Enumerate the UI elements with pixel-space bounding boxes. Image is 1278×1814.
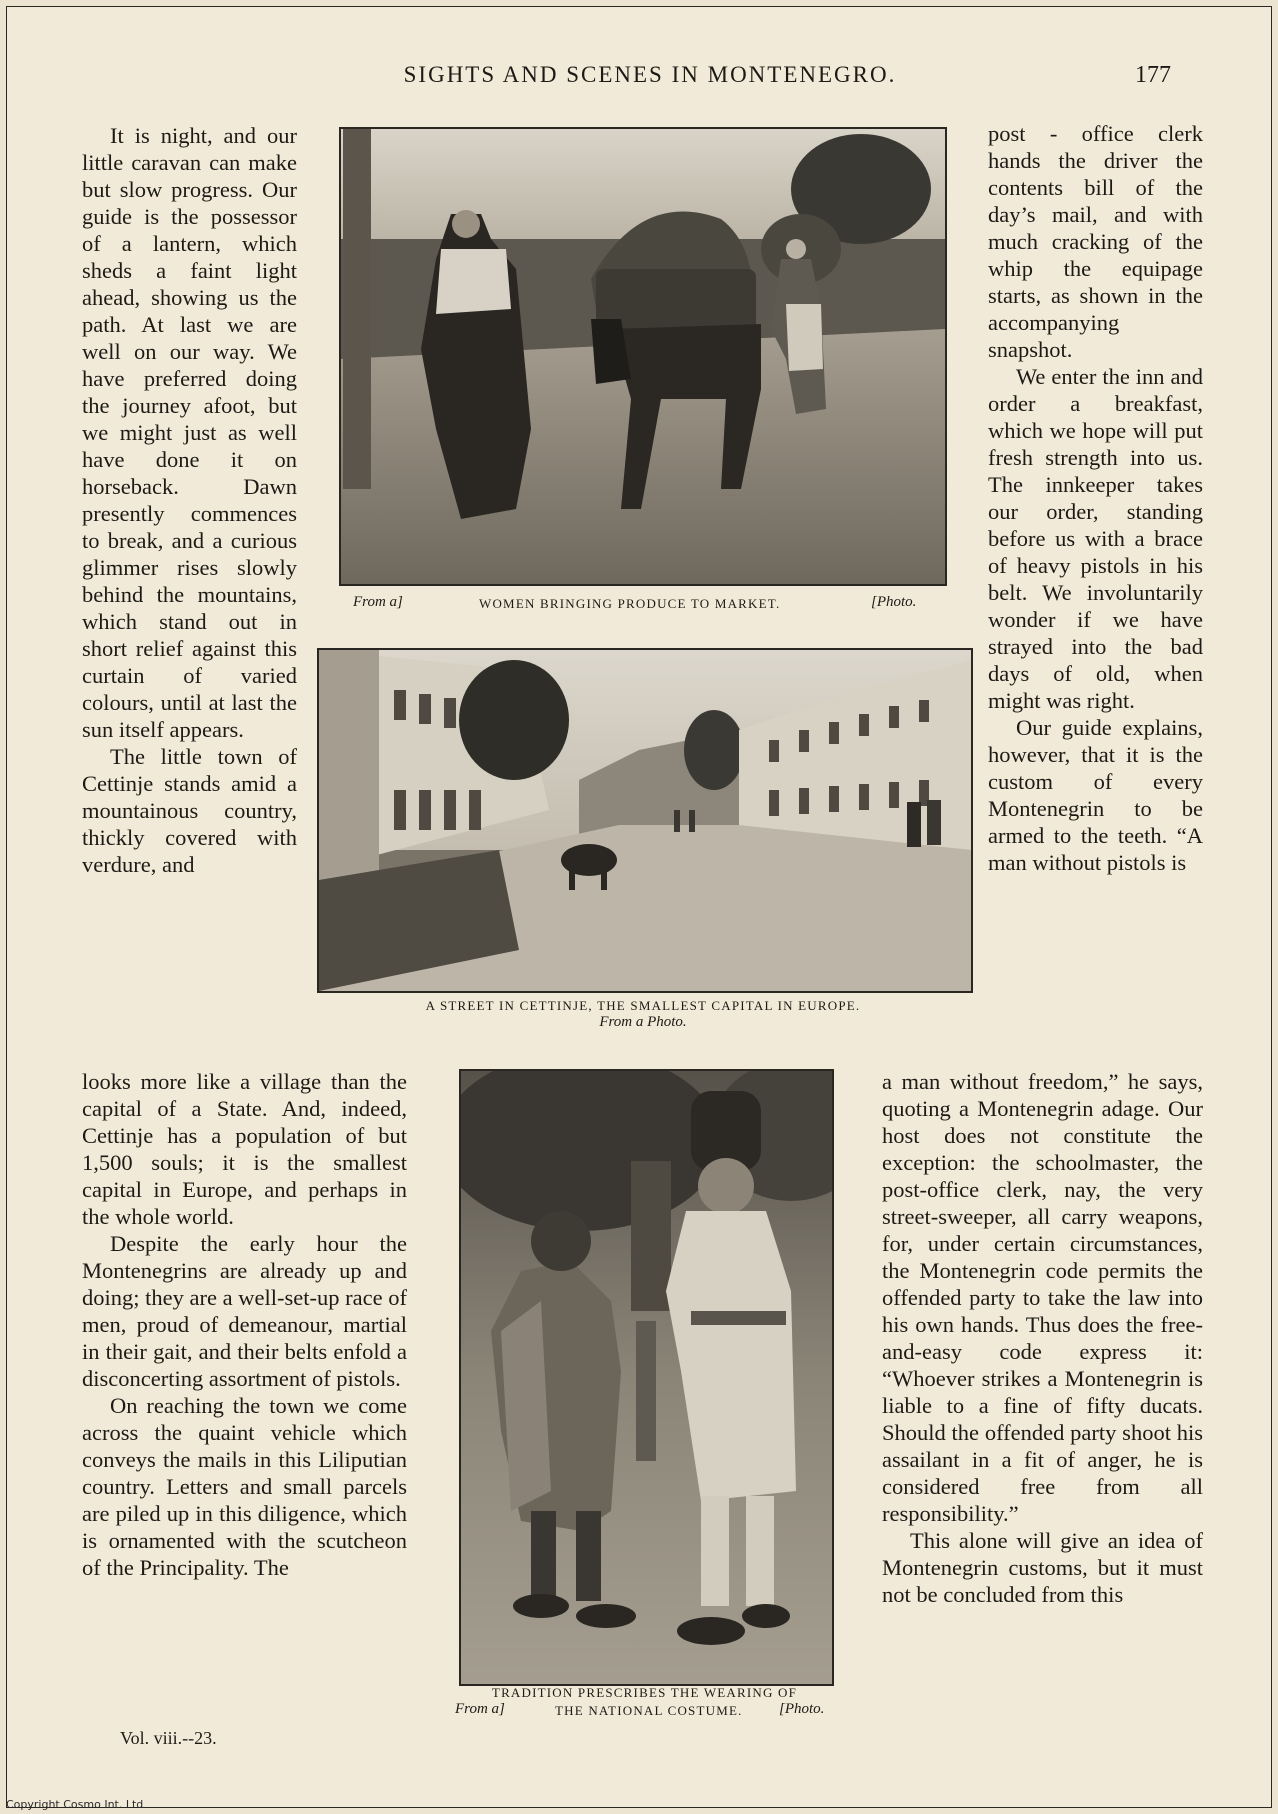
paragraph: looks more like a village than the capital of a State. And, indeed, Cettinje has a population of but 1,500 souls; it is the smallest capital in Europe, and perhaps in the whole world. (82, 1069, 407, 1229)
caption-from: From a] (353, 594, 403, 610)
caption-photo: [Photo. (779, 1701, 825, 1717)
costume-scene-illustration (461, 1071, 832, 1684)
paragraph: Our guide explains, however, that it is the custom of every Montenegrin to be armed to the teeth. “A man without pistols is (988, 715, 1203, 875)
paragraph: On reaching the town we come across the quaint vehicle which conveys the mails in this Liliputian country. Letters and small parcels are piled up in this diligence, which is ornamented with the scutcheon of the Principality. The (82, 1393, 407, 1580)
paragraph: We enter the inn and order a breakfast, which we hope will put fresh strength into us. The innkeeper takes our order, standing before us with a brace of heavy pistols in his belt. We involuntarily wonder if we have strayed into the bad days of old, when might was right. (988, 364, 1203, 713)
caption-street (317, 998, 969, 1031)
paragraph: a man without freedom,” he says, quoting a Montenegrin adage. Our host does not constitute the exception: the schoolmaster, the post-office clerk, nay, the very street-sweeper, all carry weapons, for, under certain circumstances, the Montenegrin code permits the offended party to take the law into his own hands. Thus does the free-and-easy code express it: “Whoever strikes a Montenegrin is liable to a fine of fifty ducats. Should the offended party shoot his assailant in a fit of anger, he is considered free from all responsibility.” (882, 1069, 1203, 1526)
left-column-bottom (82, 1068, 407, 1581)
market-scene-illustration (341, 129, 945, 584)
paragraph: Despite the early hour the Montenegrins are already up and doing; they are a well-set-up race of men, proud of demeanour, martial in their gait, and their belts enfold a disconcerting assortment of pistols. (82, 1231, 407, 1391)
paragraph: This alone will give an idea of Montenegrin customs, but it must not be concluded from this (882, 1528, 1203, 1607)
caption-from (317, 1014, 969, 1031)
left-column-top (82, 122, 297, 878)
caption-from: From a] (455, 1701, 505, 1717)
caption-title-line1: TRADITION PRESCRIBES THE WEARING OF (491, 1685, 798, 1700)
street-scene-illustration (319, 650, 971, 991)
caption-photo: [Photo. (871, 594, 917, 610)
right-column-top (988, 120, 1203, 876)
caption-title: WOMEN BRINGING PRODUCE TO MARKET. (479, 596, 781, 611)
caption-from-text: From a Photo. (599, 1014, 687, 1030)
caption-title: A STREET IN CETTINJE, THE SMALLEST CAPITAL IN EUROPE. (425, 998, 861, 1013)
right-column-bottom (882, 1068, 1203, 1608)
caption-line2 (449, 1701, 840, 1719)
volume-footer: Vol. viii.--23. (120, 1728, 217, 1748)
caption-costume (449, 1685, 840, 1719)
photo-women-market (339, 127, 947, 586)
caption-title-line2: THE NATIONAL COSTUME. (555, 1703, 743, 1718)
paragraph: It is night, and our little caravan can make but slow progress. Our guide is the possessor of a lantern, which sheds a faint light ahead, showing us the path. At last we are well on our way. We have preferred doing the journey afoot, but we might just as well have done it on horseback. Dawn presently commences to break, and a curious glimmer rises slowly behind the mountains, which stand out in short relief against this curtain of varied colours, until at last the sun itself appears. (82, 123, 297, 742)
paragraph: post - office clerk hands the driver the contents bill of the day’s mail, and with much cracking of the whip the equipage starts, as shown in the accompanying snapshot. (988, 121, 1203, 362)
photo-cettinje-street (317, 648, 973, 993)
photo-national-costume (459, 1069, 834, 1686)
running-header: SIGHTS AND SCENES IN MONTENEGRO. (403, 62, 897, 87)
paragraph: The little town of Cettinje stands amid a mountainous country, thickly covered with verdure, and (82, 744, 297, 877)
page-number: 177 (1135, 62, 1171, 88)
copyright-notice: Copyright Cosmo Int. Ltd (6, 1798, 144, 1811)
